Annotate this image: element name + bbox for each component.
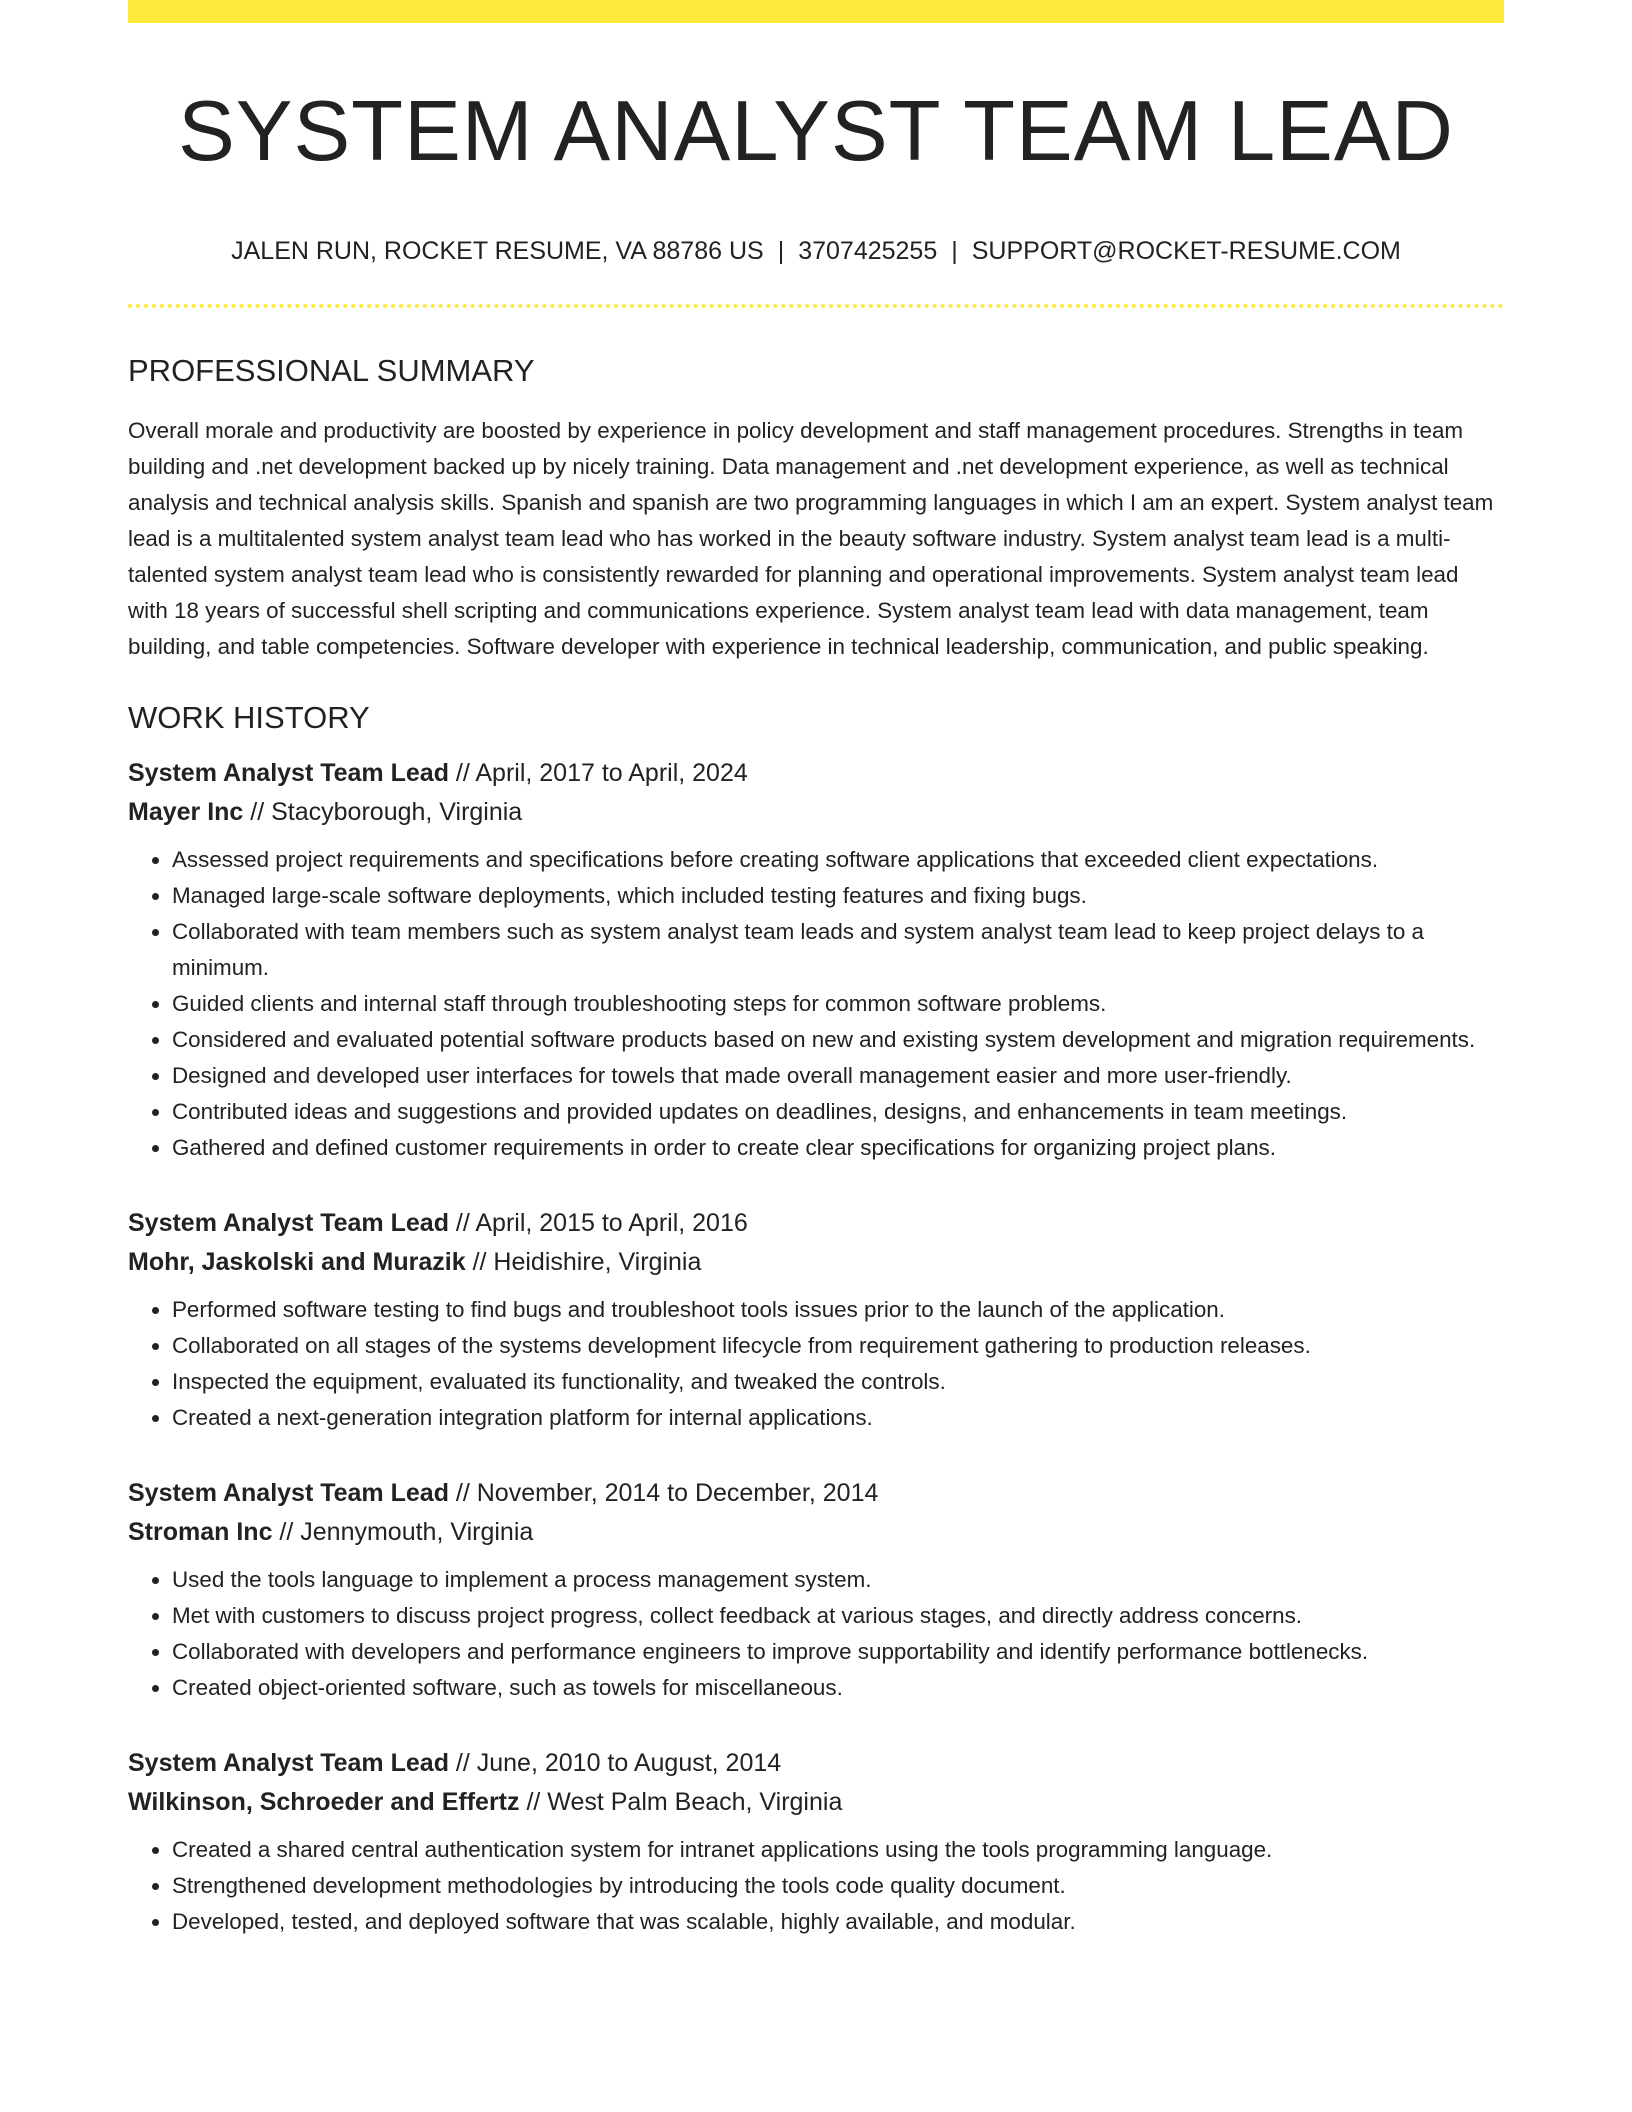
summary-heading: PROFESSIONAL SUMMARY <box>128 352 535 388</box>
job-bullet: • Developed, tested, and deployed software that was scalable, highly available, and modular. <box>172 1904 1504 1940</box>
job-dates: // April, 2015 to April, 2016 <box>448 1208 748 1237</box>
resume-page <box>128 0 1504 1940</box>
work-history-heading: WORK HISTORY <box>128 699 370 735</box>
contact-separator: | <box>951 236 958 265</box>
job-location: // Jennymouth, Virginia <box>272 1517 534 1546</box>
job-bullet: • Created object-oriented software, such as towels for miscellaneous. <box>172 1670 1504 1706</box>
job-location: // Heidishire, Virginia <box>465 1247 702 1276</box>
summary-text: Overall morale and productivity are boosted by experience in policy development and staff management procedures. Strengths in team building and .net development backed up by nicely training. Data management and .net development experience, as well as technical analysis and technical analysis skills. Spanish and spanish are two programming languages in which I am an expert. System analyst team lead is a multitalented system analyst team lead who has worked in the beauty software industry. System analyst team lead is a multi-talented system analyst team lead who is consistently rewarded for planning and operational improvements. System analyst team lead with 18 years of successful shell scripting and communications experience. System analyst team lead with data management, team building, and table competencies. Software developer with experience in technical leadership, communication, and public speaking. <box>128 417 1494 659</box>
job-bullets <box>128 1562 1504 1706</box>
job-bullet: • Guided clients and internal staff through troubleshooting steps for common software problems. <box>172 986 1504 1022</box>
job-bullet: • Gathered and defined customer requirements in order to create clear specifications for organizing project plans. <box>172 1130 1504 1166</box>
contact-address: JALEN RUN, ROCKET RESUME, VA 88786 US <box>231 236 764 265</box>
job-company: Wilkinson, Schroeder and Effertz <box>128 1787 520 1816</box>
job-role: System Analyst Team Lead <box>128 1478 449 1507</box>
contact-separator: | <box>777 236 785 265</box>
contact-line <box>128 236 1504 266</box>
job-bullet: • Performed software testing to find bugs and troubleshoot tools issues prior to the launch of the application. <box>172 1292 1504 1328</box>
job-bullet: • Collaborated with team members such as system analyst team leads and system analyst team lead to keep project delays to a minimum. <box>172 914 1504 986</box>
job-role-line <box>128 754 1504 793</box>
job-bullet: • Collaborated on all stages of the systems development lifecycle from requirement gathering to production releases. <box>172 1328 1504 1364</box>
job-entry <box>128 1744 1504 1940</box>
job-bullet: • Contributed ideas and suggestions and provided updates on deadlines, designs, and enhancements in team meetings. <box>172 1094 1504 1130</box>
job-company-line <box>128 793 1504 832</box>
job-bullet: • Created a shared central authentication system for intranet applications using the tools programming language. <box>172 1832 1504 1868</box>
job-bullet: • Managed large-scale software deployments, which included testing features and fixing bugs. <box>172 878 1504 914</box>
job-bullet: • Assessed project requirements and specifications before creating software applications that exceeded client expectations. <box>172 842 1504 878</box>
header-divider <box>128 304 1504 308</box>
job-dates: // April, 2017 to April, 2024 <box>448 758 748 787</box>
job-role: System Analyst Team Lead <box>128 1748 449 1777</box>
job-company-line <box>128 1783 1504 1822</box>
job-dates: // November, 2014 to December, 2014 <box>448 1478 879 1507</box>
job-bullet: • Created a next-generation integration platform for internal applications. <box>172 1400 1504 1436</box>
job-location: // West Palm Beach, Virginia <box>519 1787 843 1816</box>
job-bullet: • Designed and developed user interfaces for towels that made overall management easier and more user-friendly. <box>172 1058 1504 1094</box>
job-bullet: • Met with customers to discuss project progress, collect feedback at various stages, and directly address concerns. <box>172 1598 1504 1634</box>
job-bullet: • Strengthened development methodologies by introducing the tools code quality document. <box>172 1868 1504 1904</box>
job-role: System Analyst Team Lead <box>128 758 449 787</box>
job-entry <box>128 1204 1504 1436</box>
job-bullet: • Collaborated with developers and performance engineers to improve supportability and identify performance bottlenecks. <box>172 1634 1504 1670</box>
job-entry <box>128 1474 1504 1706</box>
job-company: Mayer Inc <box>128 797 244 826</box>
job-bullets <box>128 1292 1504 1436</box>
job-company-line <box>128 1513 1504 1552</box>
job-role-line <box>128 1744 1504 1783</box>
job-role-line <box>128 1204 1504 1243</box>
contact-email: SUPPORT@ROCKET-RESUME.COM <box>971 236 1401 265</box>
job-bullets <box>128 842 1504 1166</box>
candidate-title: SYSTEM ANALYST TEAM LEAD <box>178 84 1454 179</box>
job-dates: // June, 2010 to August, 2014 <box>448 1748 782 1777</box>
job-bullets <box>128 1832 1504 1940</box>
job-company: Stroman Inc <box>128 1517 273 1546</box>
contact-phone: 3707425255 <box>798 236 938 265</box>
top-accent-bar <box>128 0 1504 23</box>
job-company-line <box>128 1243 1504 1282</box>
job-bullet: • Inspected the equipment, evaluated its functionality, and tweaked the controls. <box>172 1364 1504 1400</box>
job-entry <box>128 754 1504 1166</box>
job-bullet: • Used the tools language to implement a process management system. <box>172 1562 1504 1598</box>
job-role: System Analyst Team Lead <box>128 1208 449 1237</box>
job-company: Mohr, Jaskolski and Murazik <box>128 1247 466 1276</box>
job-bullet: • Considered and evaluated potential software products based on new and existing system development and migration requirements. <box>172 1022 1504 1058</box>
job-location: // Stacyborough, Virginia <box>243 797 523 826</box>
job-role-line <box>128 1474 1504 1513</box>
